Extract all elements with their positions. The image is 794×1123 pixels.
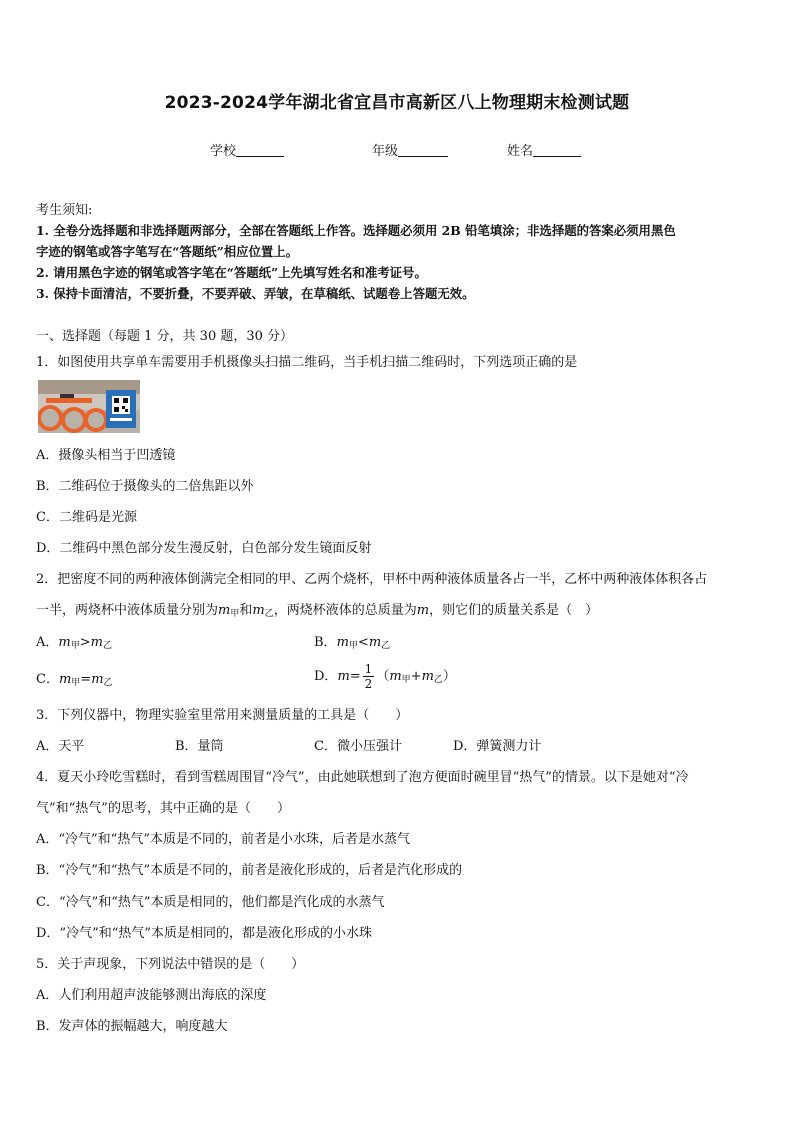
sub-yi: 乙 xyxy=(381,641,391,651)
q1-option-c[interactable]: C．二维码是光源 xyxy=(36,510,137,525)
grade-label: 年级 xyxy=(372,144,399,159)
q2-option-b[interactable] xyxy=(314,634,390,655)
eq-sign: = xyxy=(349,669,361,684)
open-paren: （ xyxy=(376,669,390,684)
q2-stem-part-a: 一半，两烧杯中液体质量分别为 xyxy=(36,603,219,618)
notice-item-3: 3. 保持卡面清洁，不要折叠，不要弄破、弄皱，在草稿纸、试题卷上答题无效。 xyxy=(36,286,475,301)
grade-blank[interactable] xyxy=(398,144,448,157)
m-symbol: m xyxy=(368,635,382,650)
m-symbol: m xyxy=(389,669,402,684)
bike-photo-icon xyxy=(38,380,140,433)
q4-option-c[interactable]: C．“冷气”和“热气”本质是相同的，他们都是汽化成的水蒸气 xyxy=(36,895,385,910)
m-symbol: m xyxy=(90,635,103,650)
sub-jia: 甲 xyxy=(230,609,240,619)
fraction-one-half xyxy=(363,662,375,691)
sub-yi: 乙 xyxy=(264,609,274,619)
q4-option-d[interactable]: D．“冷气”和“热气”本质是相同的，都是液化形成的小水珠 xyxy=(36,926,373,941)
option-label: C． xyxy=(36,672,59,687)
q3-option-b[interactable]: B．量筒 xyxy=(175,739,224,754)
q3-stem: 3．下列仪器中，物理实验室里常用来测量质量的工具是（ ） xyxy=(36,708,409,723)
plus-sign: + xyxy=(410,669,422,684)
page-title: 2023-2024学年湖北省宜昌市高新区八上物理期末检测试题 xyxy=(164,93,630,113)
notice-item-2: 2. 请用黑色字迹的钢笔或答字笔在“答题纸”上先填写姓名和准考证号。 xyxy=(36,265,427,280)
school-field[interactable] xyxy=(210,140,284,159)
shared-bike-qr-image xyxy=(38,380,140,433)
eq-sign: = xyxy=(80,672,92,687)
q4-option-a[interactable]: A．“冷气”和“热气”本质是不同的，前者是小水珠，后者是水蒸气 xyxy=(36,832,410,847)
fraction-denominator: 2 xyxy=(364,677,373,691)
q1-option-d[interactable]: D．二维码中黑色部分发生漫反射，白色部分发生镜面反射 xyxy=(36,541,372,556)
q2-stem-part-c: ，两烧杯液体的总质量为 xyxy=(273,603,417,618)
gt-sign: > xyxy=(79,635,91,650)
sub-jia: 甲 xyxy=(348,641,358,651)
q5-option-b[interactable]: B．发声体的振幅越大，响度越大 xyxy=(36,1019,228,1034)
m-symbol: m xyxy=(416,603,430,618)
q3-option-d[interactable]: D．弹簧测力计 xyxy=(453,739,542,754)
option-label: D． xyxy=(314,669,338,684)
q4-stem-line1: 4．夏天小玲吃雪糕时，看到雪糕周围冒“冷气”，由此她联想到了泡方便面时碗里冒“热气”的情景。以下是她对“冷 xyxy=(36,770,689,785)
m-symbol: m xyxy=(218,603,231,618)
q5-option-a[interactable]: A．人们利用超声波能够测出海底的深度 xyxy=(36,988,267,1003)
sub-jia: 甲 xyxy=(401,675,411,685)
lt-sign: < xyxy=(357,635,369,650)
m-symbol: m xyxy=(58,672,72,687)
section-heading: 一、选择题（每题 1 分，共 30 题，30 分） xyxy=(36,329,294,344)
sub-yi: 乙 xyxy=(102,641,112,651)
q2-stem-line1: 2．把密度不同的两种液体倒满完全相同的甲、乙两个烧杯，甲杯中两种液体质量各占一半，乙杯中两种液体体积各占 xyxy=(36,572,708,587)
m-symbol: m xyxy=(91,672,104,687)
sub-jia: 甲 xyxy=(71,678,81,688)
q2-option-c[interactable] xyxy=(36,671,113,692)
notice-item-1a: 1. 全卷分选择题和非选择题两部分，全部在答题纸上作答。选择题必须用 2B 铅笔填涂；非选择题的答案必须用黑色 xyxy=(36,223,676,238)
q2-stem-line2 xyxy=(36,602,598,623)
q3-option-a[interactable]: A．天平 xyxy=(36,739,85,754)
m-symbol: m xyxy=(421,669,434,684)
q2-stem-part-b: 和 xyxy=(239,603,253,618)
q1-option-a[interactable]: A．摄像头相当于凹透镜 xyxy=(36,448,176,463)
m-symbol: m xyxy=(337,669,350,684)
q1-option-b[interactable]: B．二维码位于摄像头的二倍焦距以外 xyxy=(36,479,254,494)
m-symbol: m xyxy=(58,635,71,650)
q2-stem-part-d: ，则它们的质量关系是（ ） xyxy=(429,603,599,618)
school-blank[interactable] xyxy=(236,144,284,157)
q4-stem-line2: 气”和“热气”的思考，其中正确的是（ ） xyxy=(36,801,290,816)
name-field[interactable] xyxy=(507,140,581,159)
m-symbol: m xyxy=(336,635,349,650)
q4-option-b[interactable]: B．“冷气”和“热气”本质是不同的，前者是液化形成的，后者是汽化形成的 xyxy=(36,863,463,878)
option-label: B． xyxy=(314,635,337,650)
name-blank[interactable] xyxy=(533,144,581,157)
q3-option-c[interactable]: C．微小压强计 xyxy=(314,739,402,754)
notice-item-1b: 字迹的钢笔或答字笔写在“答题纸”相应位置上。 xyxy=(36,244,299,259)
sub-yi: 乙 xyxy=(433,675,443,685)
q2-option-a[interactable] xyxy=(36,634,112,655)
sub-yi: 乙 xyxy=(103,678,113,688)
name-label: 姓名 xyxy=(507,144,534,159)
school-label: 学校 xyxy=(210,144,237,159)
sub-jia: 甲 xyxy=(70,641,80,651)
q5-stem: 5．关于声现象，下列说法中错误的是（ ） xyxy=(36,957,305,972)
option-label: A． xyxy=(36,635,59,650)
m-symbol: m xyxy=(252,603,265,618)
fraction-numerator: 1 xyxy=(364,662,373,676)
notice-heading: 考生须知: xyxy=(36,203,93,218)
q1-stem: 1．如图使用共享单车需要用手机摄像头扫描二维码，当手机扫描二维码时，下列选项正确的是 xyxy=(36,355,578,370)
grade-field[interactable] xyxy=(372,140,448,159)
close-paren: ） xyxy=(442,669,456,684)
q2-option-d[interactable] xyxy=(314,662,456,691)
